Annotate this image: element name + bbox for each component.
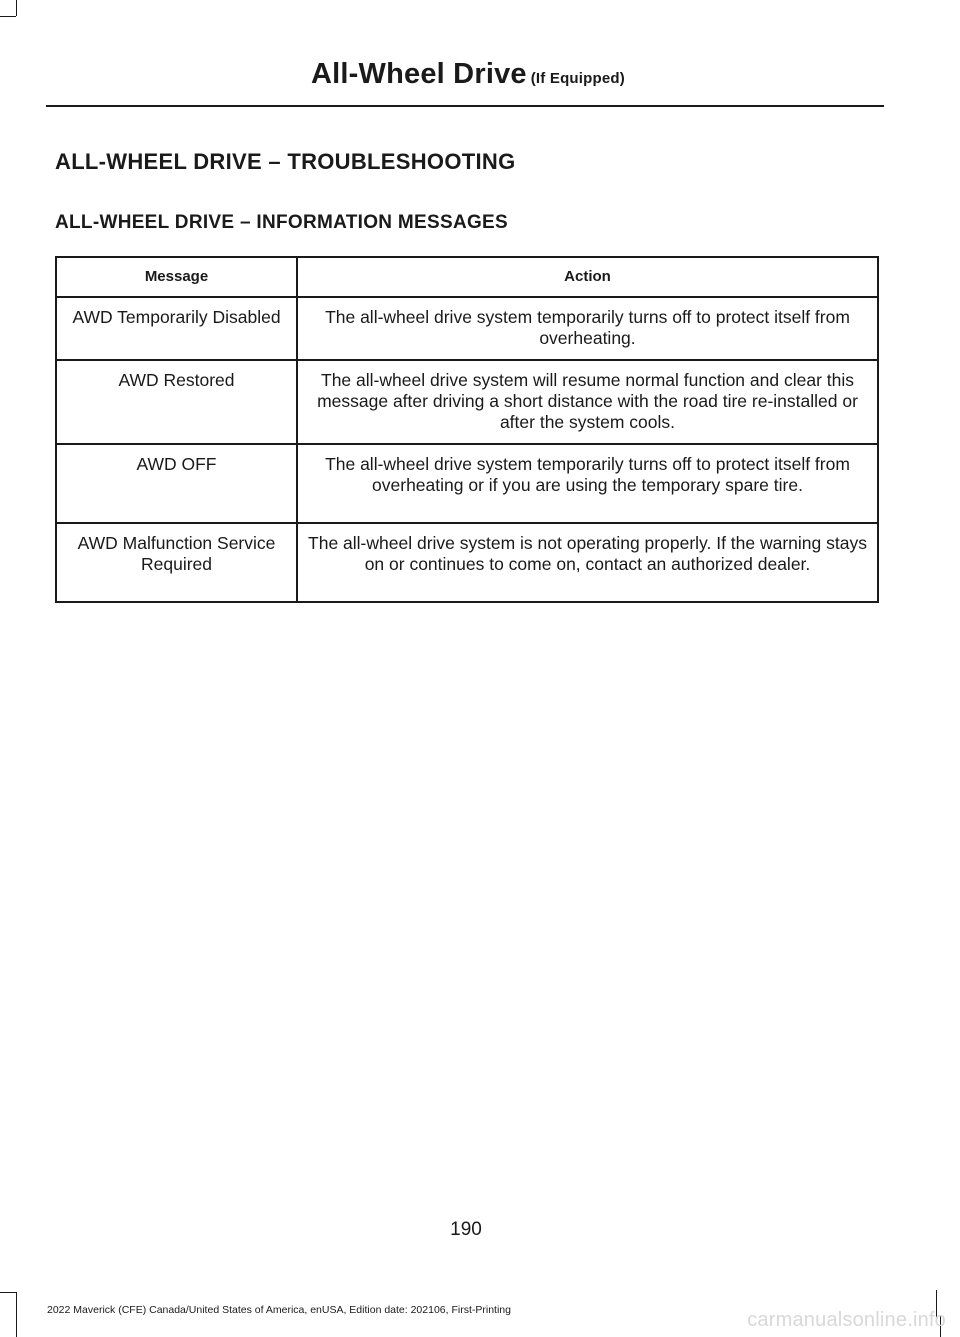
action-cell: The all-wheel drive system will resume normal function and clear this message after driving a short distance with the road tire re-installed or after the system cools. [297, 360, 878, 444]
running-head-title: All-Wheel Drive [311, 58, 527, 90]
subsection-title: ALL-WHEEL DRIVE – INFORMATION MESSAGES [55, 212, 508, 233]
table-row [56, 444, 878, 523]
column-header-action: Action [297, 257, 878, 297]
running-head-qualifier: (If Equipped) [530, 70, 625, 87]
crop-mark [16, 0, 17, 16]
crop-mark [16, 1292, 17, 1337]
table-row [56, 297, 878, 360]
section-title: ALL-WHEEL DRIVE – TROUBLESHOOTING [55, 149, 516, 174]
message-cell: AWD Malfunction Service Required [56, 523, 297, 602]
header-divider [46, 105, 884, 107]
running-head [0, 58, 936, 91]
crop-mark [0, 16, 16, 17]
page-number: 190 [450, 1219, 482, 1240]
action-cell: The all-wheel drive system is not operating properly. If the warning stays on or continues to come on, contact an authorized dealer. [297, 523, 878, 602]
information-messages-table [55, 256, 879, 603]
edition-footer: 2022 Maverick (CFE) Canada/United States of America, enUSA, Edition date: 202106, First-Printing [47, 1304, 511, 1316]
action-cell: The all-wheel drive system temporarily turns off to protect itself from overheating or if you are using the temporary spare tire. [297, 444, 878, 523]
crop-mark [0, 1292, 16, 1293]
column-header-message: Message [56, 257, 297, 297]
table-header-row [56, 257, 878, 297]
message-cell: AWD Restored [56, 360, 297, 444]
table-row [56, 360, 878, 444]
watermark: carmanualsonline.info [747, 1309, 946, 1331]
message-cell: AWD Temporarily Disabled [56, 297, 297, 360]
action-cell: The all-wheel drive system temporarily turns off to protect itself from overheating. [297, 297, 878, 360]
table-row [56, 523, 878, 602]
message-cell: AWD OFF [56, 444, 297, 523]
